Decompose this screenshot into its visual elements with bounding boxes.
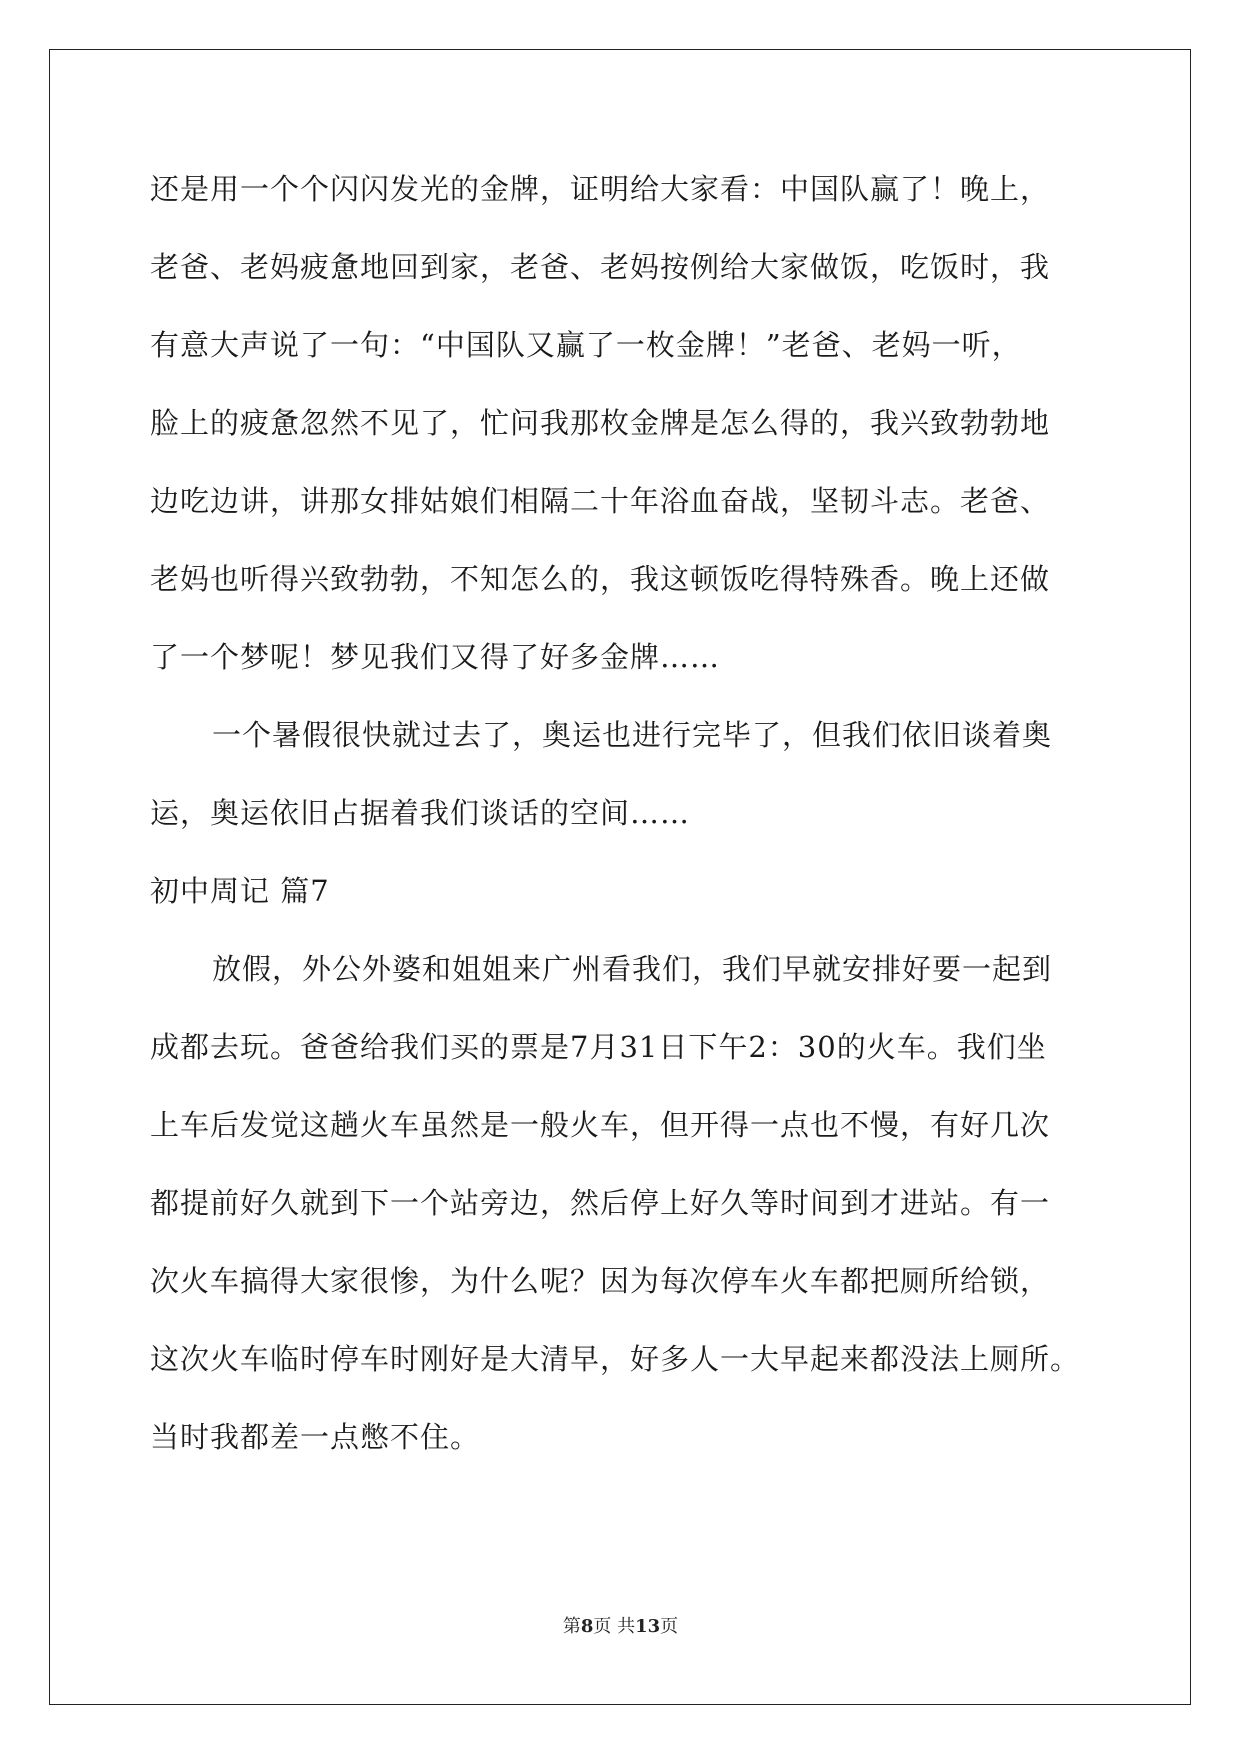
text-line: 放假，外公外婆和姐姐来广州看我们，我们早就安排好要一起到 bbox=[212, 952, 1053, 986]
footer-prefix: 第 bbox=[562, 1616, 581, 1637]
text-line: 次火车搞得大家很惨，为什么呢？因为每次停车火车都把厕所给锁， bbox=[150, 1264, 1051, 1298]
footer-middle: 页 共 bbox=[593, 1616, 636, 1637]
text-line: 老妈也听得兴致勃勃，不知怎么的，我这顿饭吃得特殊香。晚上还做 bbox=[150, 562, 1051, 596]
text-line: 了一个梦呢！梦见我们又得了好多金牌…… bbox=[150, 640, 721, 674]
text-line: 运，奥运依旧占据着我们谈话的空间…… bbox=[150, 796, 691, 830]
text-line: 还是用一个个闪闪发光的金牌，证明给大家看：中国队赢了！晚上， bbox=[150, 172, 1051, 206]
text-line: 边吃边讲，讲那女排姑娘们相隔二十年浴血奋战，坚韧斗志。老爸、 bbox=[150, 484, 1051, 518]
text-line: 上车后发觉这趟火车虽然是一般火车，但开得一点也不慢，有好几次 bbox=[150, 1108, 1051, 1142]
text-line: 当时我都差一点憋不住。 bbox=[150, 1420, 481, 1454]
text-line: 脸上的疲惫忽然不见了，忙问我那枚金牌是怎么得的，我兴致勃勃地 bbox=[150, 406, 1051, 440]
text-line: 一个暑假很快就过去了，奥运也进行完毕了，但我们依旧谈着奥 bbox=[212, 718, 1053, 752]
page-footer bbox=[0, 1612, 1241, 1638]
text-line: 老爸、老妈疲惫地回到家，老爸、老妈按例给大家做饭，吃饭时，我 bbox=[150, 250, 1051, 284]
current-page-number: 8 bbox=[580, 1616, 594, 1637]
section-heading: 初中周记 篇7 bbox=[150, 874, 330, 908]
total-pages-number: 13 bbox=[635, 1616, 661, 1637]
text-line: 有意大声说了一句：“中国队又赢了一枚金牌！”老爸、老妈一听， bbox=[150, 328, 1022, 362]
text-line: 成都去玩。爸爸给我们买的票是7月31日下午2：30的火车。我们坐 bbox=[150, 1030, 1047, 1064]
footer-suffix: 页 bbox=[660, 1616, 679, 1637]
text-line: 这次火车临时停车时刚好是大清早，好多人一大早起来都没法上厕所。 bbox=[150, 1342, 1081, 1376]
text-line: 都提前好久就到下一个站旁边，然后停上好久等时间到才进站。有一 bbox=[150, 1186, 1051, 1220]
document-body bbox=[150, 150, 1110, 1476]
